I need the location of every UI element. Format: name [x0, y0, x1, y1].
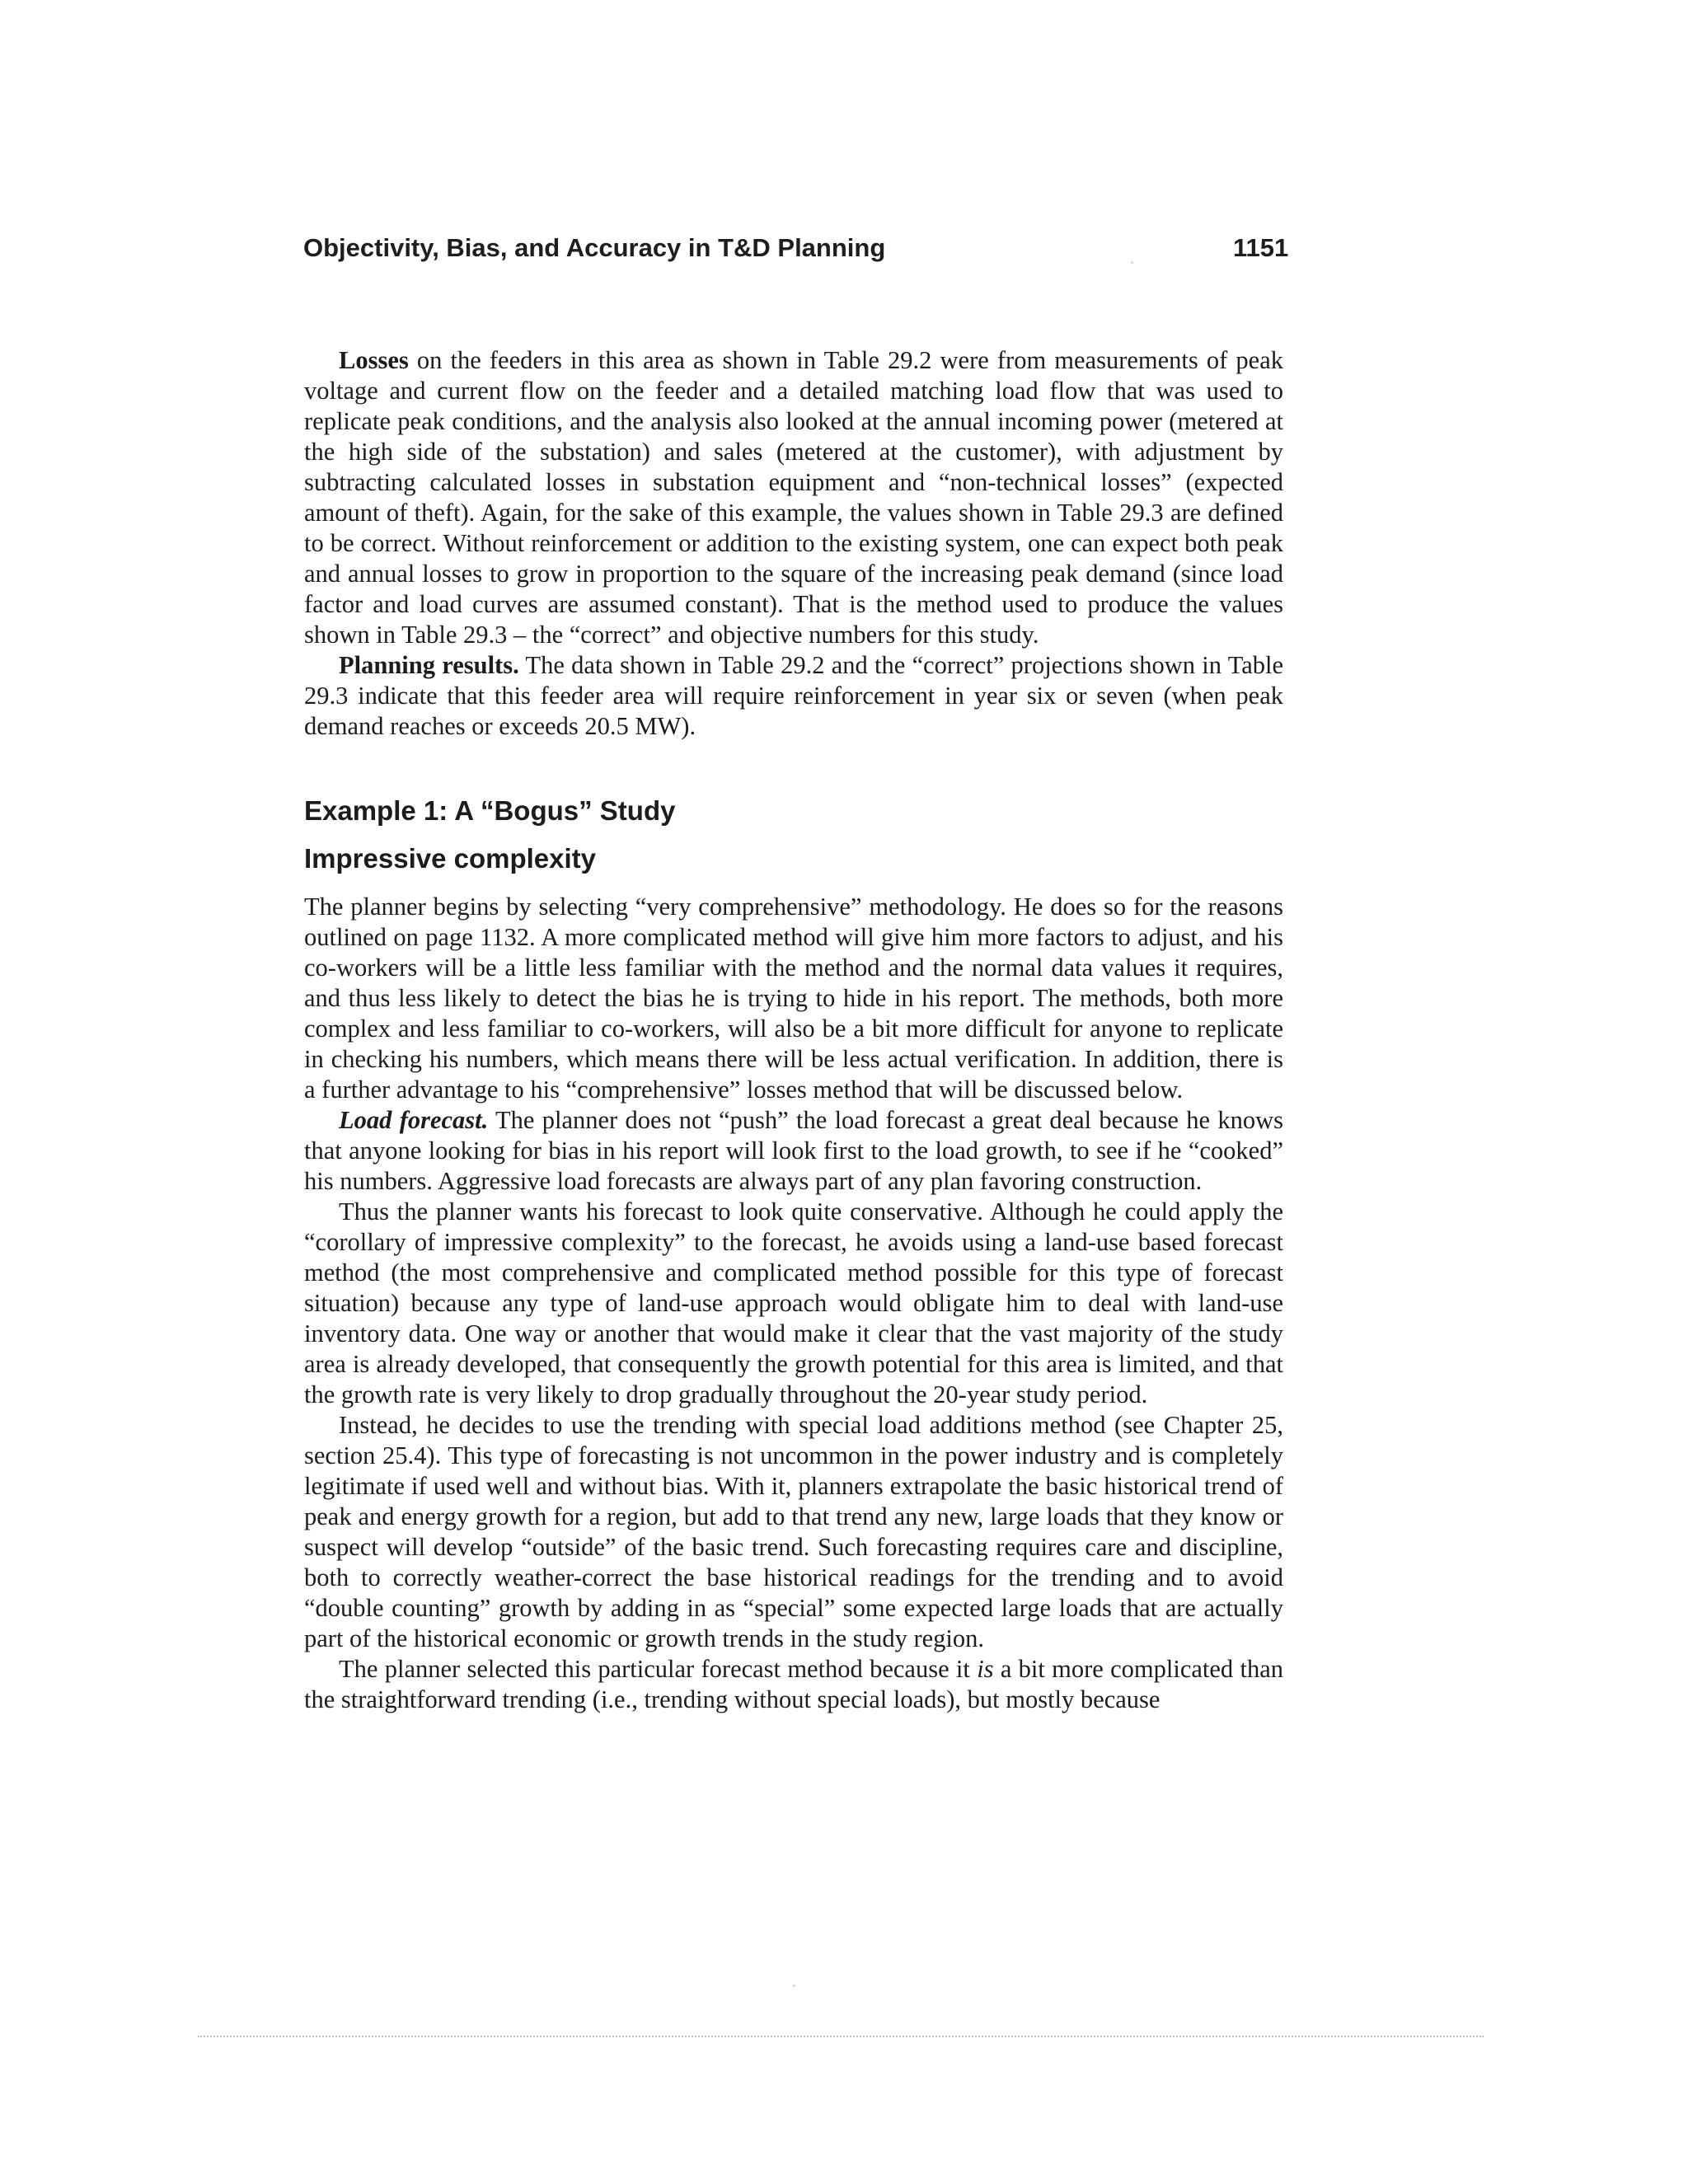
paragraph-trending-method: Instead, he decides to use the trending with special load additions method (see Chapter 25, section 25.4). This type of forecasting is not uncommon in the power industry and is completely legitimate if used well and without bias. With it, planners extrapolate the basic historical trend of peak and energy growth for a region, but add to that trend any new, large loads that they know or suspect will develop “outside” of the basic trend. Such forecasting requires care and discipline, both to correctly weather-correct the base historical readings for the trending and to avoid “double counting” growth by adding in as “special” some expected large loads that are actually part of the historical economic or growth trends in the study region.: [304, 1411, 1283, 1652]
scan-artifact-line: [198, 2036, 1484, 2037]
run-in-heading-planning-results: Planning results.: [339, 651, 519, 679]
section-heading: Example 1: A “Bogus” Study: [304, 795, 676, 826]
scan-speck: [1131, 261, 1133, 264]
paragraph-text: a bit more complicated than the straightforward trending (i.e., trending without special loads), but mostly because: [304, 1655, 1283, 1713]
paragraph-text: The planner selected this particular forecast method because it: [339, 1655, 978, 1683]
body-section-1: [304, 345, 1283, 742]
run-in-heading-losses: Losses: [339, 346, 409, 374]
subsection-heading: Impressive complexity: [304, 843, 597, 874]
emphasis: is: [977, 1655, 994, 1683]
scan-speck: [793, 1985, 795, 1987]
paragraph-planning-results: [304, 650, 1283, 742]
running-title: Objectivity, Bias, and Accuracy in T&D Planning: [303, 233, 886, 262]
run-in-heading-load-forecast: Load forecast.: [339, 1106, 489, 1134]
paragraph-load-forecast: [304, 1105, 1283, 1197]
paragraph-text: The planner does not “push” the load forecast a great deal because he knows that anyone looking for bias in his report will look first to the load growth, to see if he “cooked” his numbers. Aggressive load forecasts are always part of any plan favoring construction.: [304, 1106, 1283, 1195]
page-number: 1151: [1233, 233, 1289, 262]
paragraph-method-choice: [304, 1654, 1283, 1715]
paragraph-text: on the feeders in this area as shown in Table 29.2 were from measurements of peak voltage and current flow on the feeder and a detailed matching load flow that was used to replicate peak conditions, and the analysis also looked at the annual incoming power (metered at the high side of the substation) and sales (metered at the customer), with adjustment by subtracting calculated losses in substation equipment and “non-technical losses” (expected amount of theft). Again, for the sake of this example, the values shown in Table 29.3 are defined to be correct. Without reinforcement or addition to the existing system, one can expect both peak and annual losses to grow in proportion to the square of the increasing peak demand (since load factor and load curves are assumed constant). That is the method used to produce the values shown in Table 29.3 – the “correct” and objective numbers for this study.: [304, 346, 1283, 649]
paragraph-losses: [304, 345, 1283, 650]
body-section-2: [304, 892, 1283, 1715]
paragraph-text: The data shown in Table 29.2 and the “correct” projections shown in Table 29.3 indicate that this feeder area will require reinforcement in year six or seven (when peak demand reaches or exceeds 20.5 MW).: [304, 651, 1283, 740]
paragraph-conservative-forecast: Thus the planner wants his forecast to look quite conservative. Although he could apply the “corollary of impressive complexity” to the forecast, he avoids using a land-use based forecast method (the most comprehensive and complicated method possible for this type of forecast situation) because any type of land-use approach would obligate him to deal with land-use inventory data. One way or another that would make it clear that the vast majority of the study area is already developed, that consequently the growth potential for this area is limited, and that the growth rate is very likely to drop gradually throughout the 20-year study period.: [304, 1197, 1283, 1408]
paragraph-methodology: The planner begins by selecting “very comprehensive” methodology. He does so for the reasons outlined on page 1132. A more complicated method will give him more factors to adjust, and his co-workers will be a little less familiar with the method and the normal data values it requires, and thus less likely to detect the bias he is trying to hide in his report. The methods, both more complex and less familiar to co-workers, will also be a bit more difficult for anyone to replicate in checking his numbers, which means there will be less actual verification. In addition, there is a further advantage to his “comprehensive” losses method that will be discussed below.: [304, 893, 1283, 1104]
